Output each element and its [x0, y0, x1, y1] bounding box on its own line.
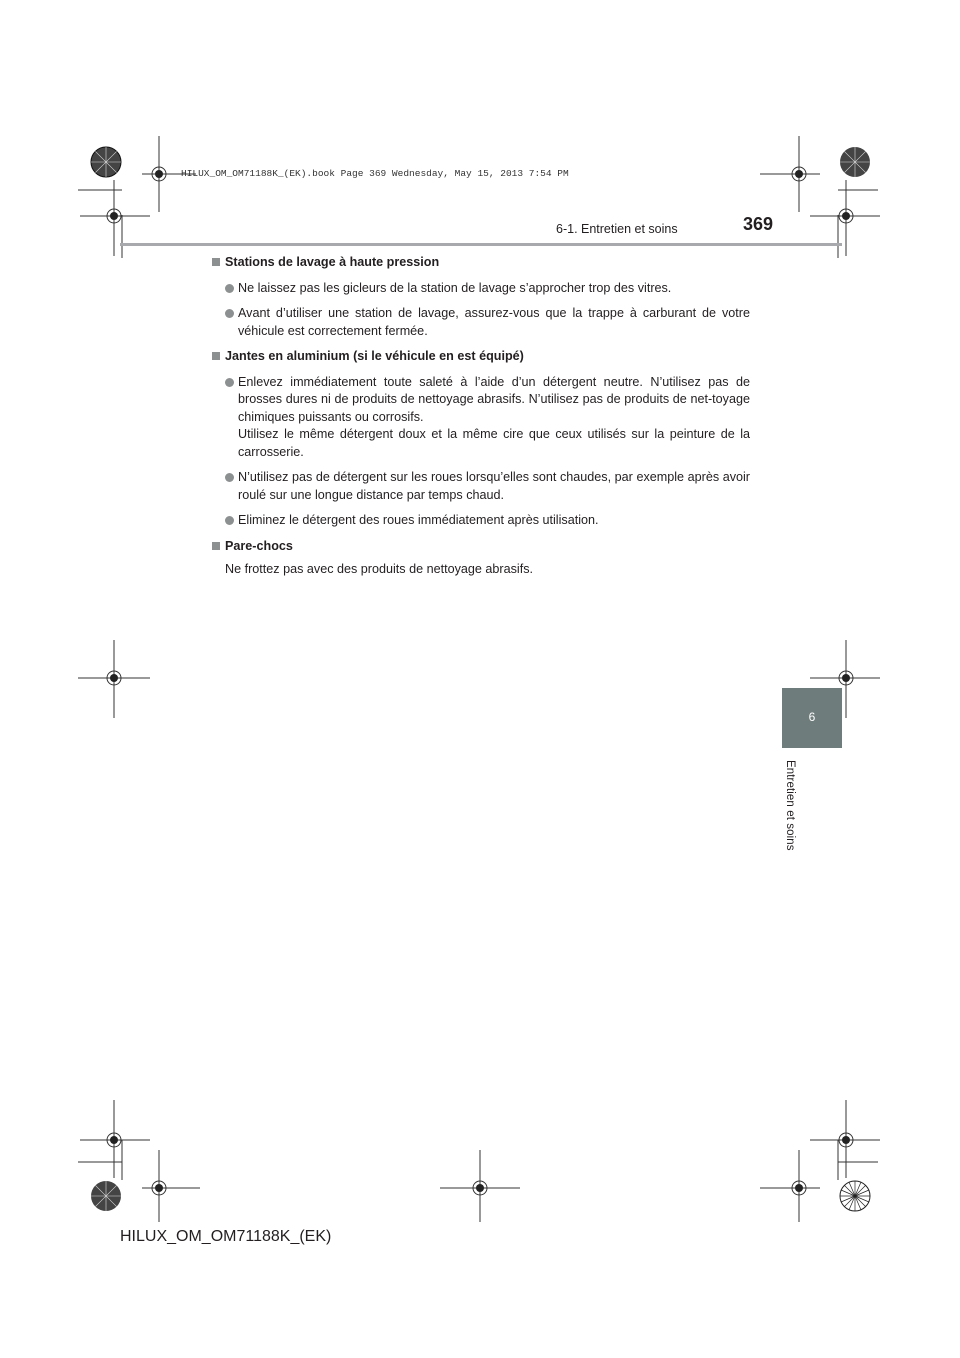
list-item — [212, 374, 750, 462]
section-heading — [212, 254, 750, 272]
list-item — [212, 469, 750, 504]
heading-text: Jantes en aluminium (si le véhicule en est équipé) — [225, 349, 524, 363]
round-bullet-icon — [225, 378, 234, 387]
round-bullet-icon — [225, 473, 234, 482]
list-item — [212, 305, 750, 340]
list-item-text: Utilisez le même détergent doux et la même cire que ceux utilisés sur la peinture de la carrosserie. — [238, 427, 750, 459]
chapter-tab — [782, 688, 842, 748]
chapter-number: 6 — [808, 710, 816, 724]
book-info-line: HILUX_OM_OM71188K_(EK).book Page 369 Wednesday, May 15, 2013 7:54 PM — [181, 168, 569, 179]
footer-doc-code: HILUX_OM_OM71188K_(EK) — [120, 1228, 332, 1245]
round-bullet-icon — [225, 516, 234, 525]
round-bullet-icon — [225, 284, 234, 293]
page-content — [212, 254, 750, 579]
round-bullet-icon — [225, 309, 234, 318]
section-heading — [212, 538, 750, 556]
paragraph: Ne frottez pas avec des produits de nettoyage abrasifs. — [225, 562, 534, 576]
list-item-text: Eliminez le détergent des roues immédiatement après utilisation. — [238, 513, 599, 527]
section-heading — [212, 348, 750, 366]
chapter-label: Entretien et soins — [784, 760, 796, 851]
page-number: 369 — [743, 214, 774, 234]
heading-text: Pare-chocs — [225, 538, 293, 553]
list-item — [212, 280, 750, 298]
square-bullet-icon — [212, 258, 220, 266]
list-item-text: N’utilisez pas de détergent sur les roues lorsqu’elles sont chaudes, par exemple après avoir roulé sur une longue distance par temps chaud. — [238, 470, 750, 502]
list-item-text: Avant d’utiliser une station de lavage, assurez-vous que la trappe à carburant de votre véhicule est correctement fermée. — [238, 306, 750, 338]
header-rule — [120, 243, 842, 246]
list-item-text: Enlevez immédiatement toute saleté à l’aide d’un détergent neutre. N’utilisez pas de brosses dures ni de produits de nettoyage abrasifs. N’utilisez pas de produits de net-toyage chimiques puissants ou corrosifs. — [238, 374, 750, 424]
list-item-text: Ne laissez pas les gicleurs de la station de lavage s’approcher trop des vitres. — [238, 280, 672, 295]
square-bullet-icon — [212, 542, 220, 550]
section-title: 6-1. Entretien et soins — [556, 222, 678, 236]
list-item — [212, 512, 750, 530]
square-bullet-icon — [212, 352, 220, 360]
heading-text: Stations de lavage à haute pression — [225, 255, 440, 269]
